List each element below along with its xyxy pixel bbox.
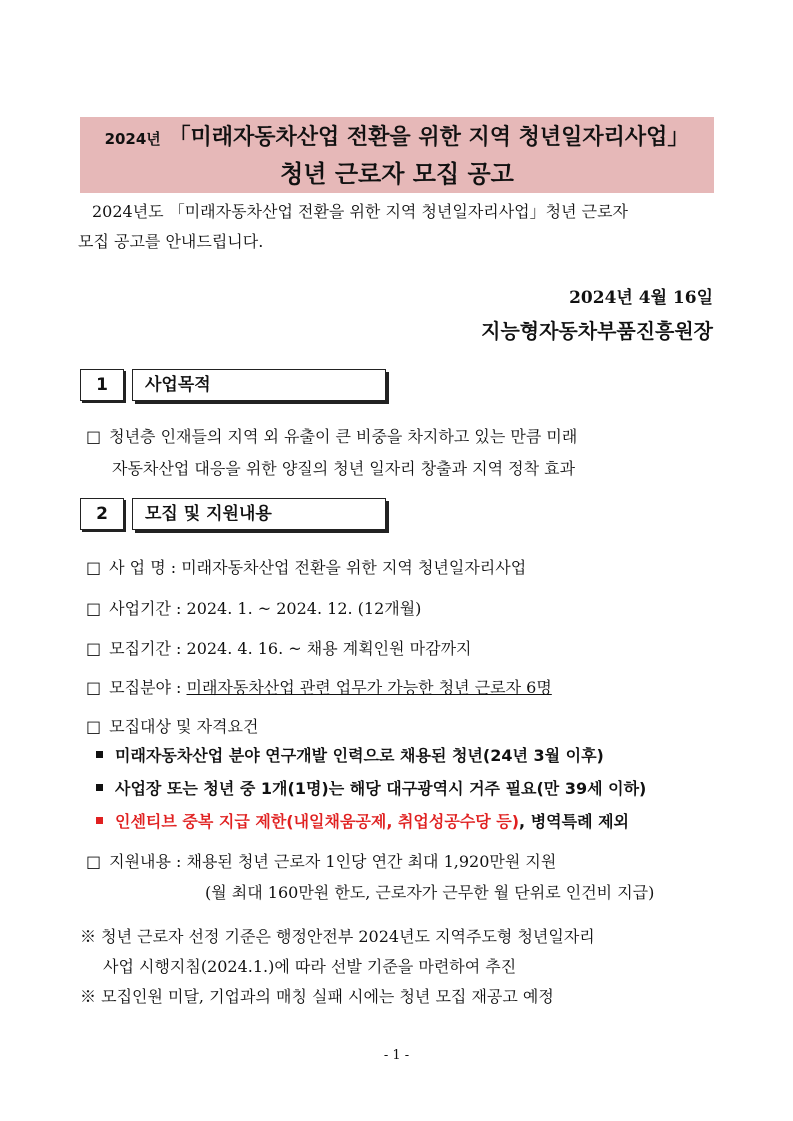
eligibility-bullet-1 (96, 743, 604, 766)
organization-name: 지능형자동차부품진흥원장 (481, 319, 713, 343)
intro-line1: 2024년도 「미래자동차산업 전환을 위한 지역 청년일자리사업」청년 근로자 (92, 202, 629, 221)
eligibility-bullet-3 (96, 809, 629, 832)
field-value: 미래자동차산업 관련 업무가 가능한 청년 근로자 6명 (186, 678, 552, 697)
support-text1: 지원내용 : 채용된 청년 근로자 1인당 연간 최대 1,920만원 지원 (109, 852, 557, 871)
note-1-line2: 사업 시행지침(2024.1.)에 따라 선발 기준을 마련하여 추진 (103, 957, 517, 976)
detail-project-name (86, 555, 526, 578)
checkbox-icon: □ (86, 558, 102, 577)
bullet3-rest-text: , 병역특례 제외 (519, 812, 630, 831)
detail-field (86, 675, 552, 698)
page-number: - 1 - (383, 1048, 410, 1063)
purpose-text1: 청년층 인재들의 지역 외 유출이 큰 비중을 차지하고 있는 만큼 미래 (109, 427, 578, 446)
detail-support (86, 849, 556, 872)
title-program: 「미래자동차산업 전환을 위한 지역 청년일자리사업」 (168, 125, 690, 150)
purpose-line2: 자동차산업 대응을 위한 양질의 청년 일자리 창출과 지역 정착 효과 (112, 459, 576, 478)
title-line1 (80, 121, 714, 156)
section-1-number: 1 (80, 369, 124, 401)
note2-text: 모집인원 미달, 기업과의 매칭 실패 시에는 청년 모집 재공고 예정 (101, 987, 554, 1006)
title-subtitle: 청년 근로자 모집 공고 (280, 160, 514, 188)
purpose-line1 (86, 424, 577, 447)
bullet3-red-text: 인센티브 중복 지급 제한(내일채움공제, 취업성공수당 등) (115, 812, 520, 831)
reference-mark-icon: ※ (80, 927, 97, 946)
title-year: 2024년 (104, 130, 161, 148)
title-box (80, 117, 714, 193)
announcement-date: 2024년 4월 16일 (569, 288, 713, 308)
bullet2-text: 사업장 또는 청년 중 1개(1명)는 해당 대구광역시 거주 필요(만 39세 이하) (115, 779, 647, 798)
recruit-period-text: 모집기간 : 2024. 4. 16. ~ 채용 계획인원 마감까지 (109, 639, 472, 658)
section-2-title: 모집 및 지원내용 (132, 498, 386, 530)
checkbox-icon: □ (86, 599, 102, 618)
project-period-text: 사업기간 : 2024. 1. ~ 2024. 12. (12개월) (109, 599, 422, 618)
detail-eligibility (86, 714, 258, 737)
eligibility-text: 모집대상 및 자격요건 (109, 717, 259, 736)
checkbox-icon: □ (86, 852, 102, 871)
project-name-text: 사 업 명 : 미래자동차산업 전환을 위한 지역 청년일자리사업 (109, 558, 527, 577)
section-2-number: 2 (80, 498, 124, 530)
square-bullet-icon (96, 784, 103, 791)
reference-mark-icon: ※ (80, 987, 97, 1006)
detail-recruit-period (86, 636, 472, 659)
bullet1-text: 미래자동차산업 분야 연구개발 인력으로 채용된 청년(24년 3월 이후) (115, 746, 604, 765)
note1-text1: 청년 근로자 선정 기준은 행정안전부 2024년도 지역주도형 청년일자리 (101, 927, 595, 946)
checkbox-icon: □ (86, 427, 102, 446)
intro-paragraph (78, 197, 718, 257)
note-2 (80, 984, 554, 1007)
detail-project-period (86, 596, 421, 619)
intro-line2: 모집 공고를 안내드립니다. (78, 232, 264, 251)
checkbox-icon: □ (86, 678, 102, 697)
square-bullet-icon (96, 817, 103, 824)
checkbox-icon: □ (86, 717, 102, 736)
square-bullet-icon (96, 751, 103, 758)
note-1 (80, 924, 595, 947)
eligibility-bullet-2 (96, 776, 646, 799)
section-1-title: 사업목적 (132, 369, 386, 401)
field-label: 모집분야 : (109, 678, 187, 697)
checkbox-icon: □ (86, 639, 102, 658)
detail-support-line2: (월 최대 160만원 한도, 근로자가 근무한 월 단위로 인건비 지급) (205, 883, 655, 902)
